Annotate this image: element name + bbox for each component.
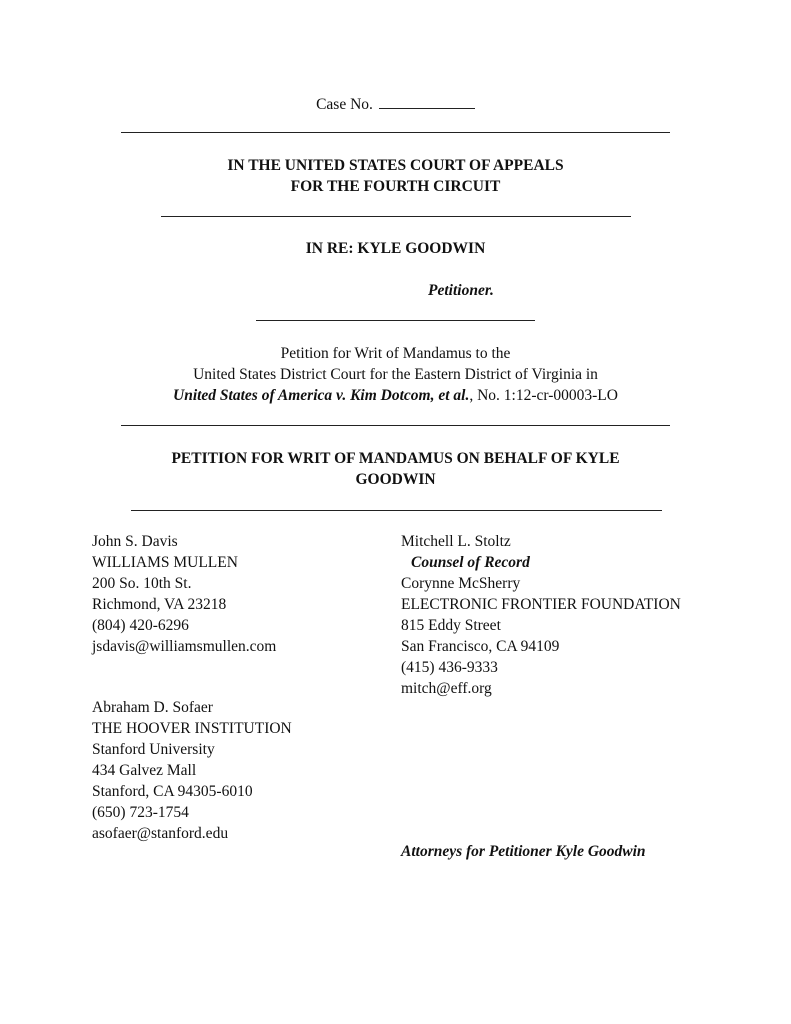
city-state-zip: Stanford, CA 94305-6010 [92, 783, 253, 800]
counsel-block-sofaer [92, 697, 292, 844]
counsel-block-eff [401, 531, 681, 699]
title-line-2: GOODWIN [355, 471, 436, 488]
attorneys-for: Attorneys for Petitioner Kyle Goodwin [401, 843, 646, 860]
divider [131, 510, 662, 511]
street-address: 200 So. 10th St. [92, 575, 192, 592]
document-title [0, 448, 791, 490]
divider [256, 320, 535, 321]
petition-desc-line-1: Petition for Writ of Mandamus to the [280, 345, 511, 362]
divider [161, 216, 631, 217]
email-address: mitch@eff.org [401, 680, 492, 697]
case-caption: United States of America v. Kim Dotcom, et al. [173, 387, 470, 404]
in-re: IN RE: KYLE GOODWIN [305, 240, 486, 257]
counsel-block-davis [92, 531, 276, 657]
firm-name: WILLIAMS MULLEN [92, 554, 238, 571]
case-number-label: Case No. [316, 96, 373, 113]
petitioner-label: Petitioner. [428, 282, 494, 299]
divider [121, 132, 670, 133]
title-line-1: PETITION FOR WRIT OF MANDAMUS ON BEHALF OF KYLE [171, 450, 620, 467]
email-address: jsdavis@williamsmullen.com [92, 638, 277, 655]
street-address: 434 Galvez Mall [92, 762, 197, 779]
firm-name: ELECTRONIC FRONTIER FOUNDATION [401, 596, 681, 613]
case-number-blank [379, 94, 475, 109]
city-state-zip: Richmond, VA 23218 [92, 596, 227, 613]
divider [121, 425, 670, 426]
phone-number: (415) 436-9333 [401, 659, 498, 676]
counsel-role: Counsel of Record [411, 554, 530, 571]
email-address: asofaer@stanford.edu [92, 825, 229, 842]
court-heading [0, 155, 791, 197]
attorney-name: Abraham D. Sofaer [92, 699, 213, 716]
phone-number: (804) 420-6296 [92, 617, 189, 634]
petition-description [0, 343, 791, 406]
city-state-zip: San Francisco, CA 94109 [401, 638, 560, 655]
petition-desc-line-2: United States District Court for the Eastern District of Virginia in [193, 366, 598, 383]
attorney-name: Mitchell L. Stoltz [401, 533, 511, 550]
firm-name: THE HOOVER INSTITUTION [92, 720, 292, 737]
case-number [0, 94, 791, 114]
petition-desc-line-3 [0, 385, 791, 406]
court-line-1: IN THE UNITED STATES COURT OF APPEALS [227, 157, 564, 174]
court-line-2: FOR THE FOURTH CIRCUIT [290, 178, 501, 195]
attorney-name-2: Corynne McSherry [401, 575, 521, 592]
case-docket-number: , No. 1:12-cr-00003-LO [469, 387, 618, 404]
organization: Stanford University [92, 741, 215, 758]
phone-number: (650) 723-1754 [92, 804, 189, 821]
attorney-name: John S. Davis [92, 533, 178, 550]
street-address: 815 Eddy Street [401, 617, 501, 634]
